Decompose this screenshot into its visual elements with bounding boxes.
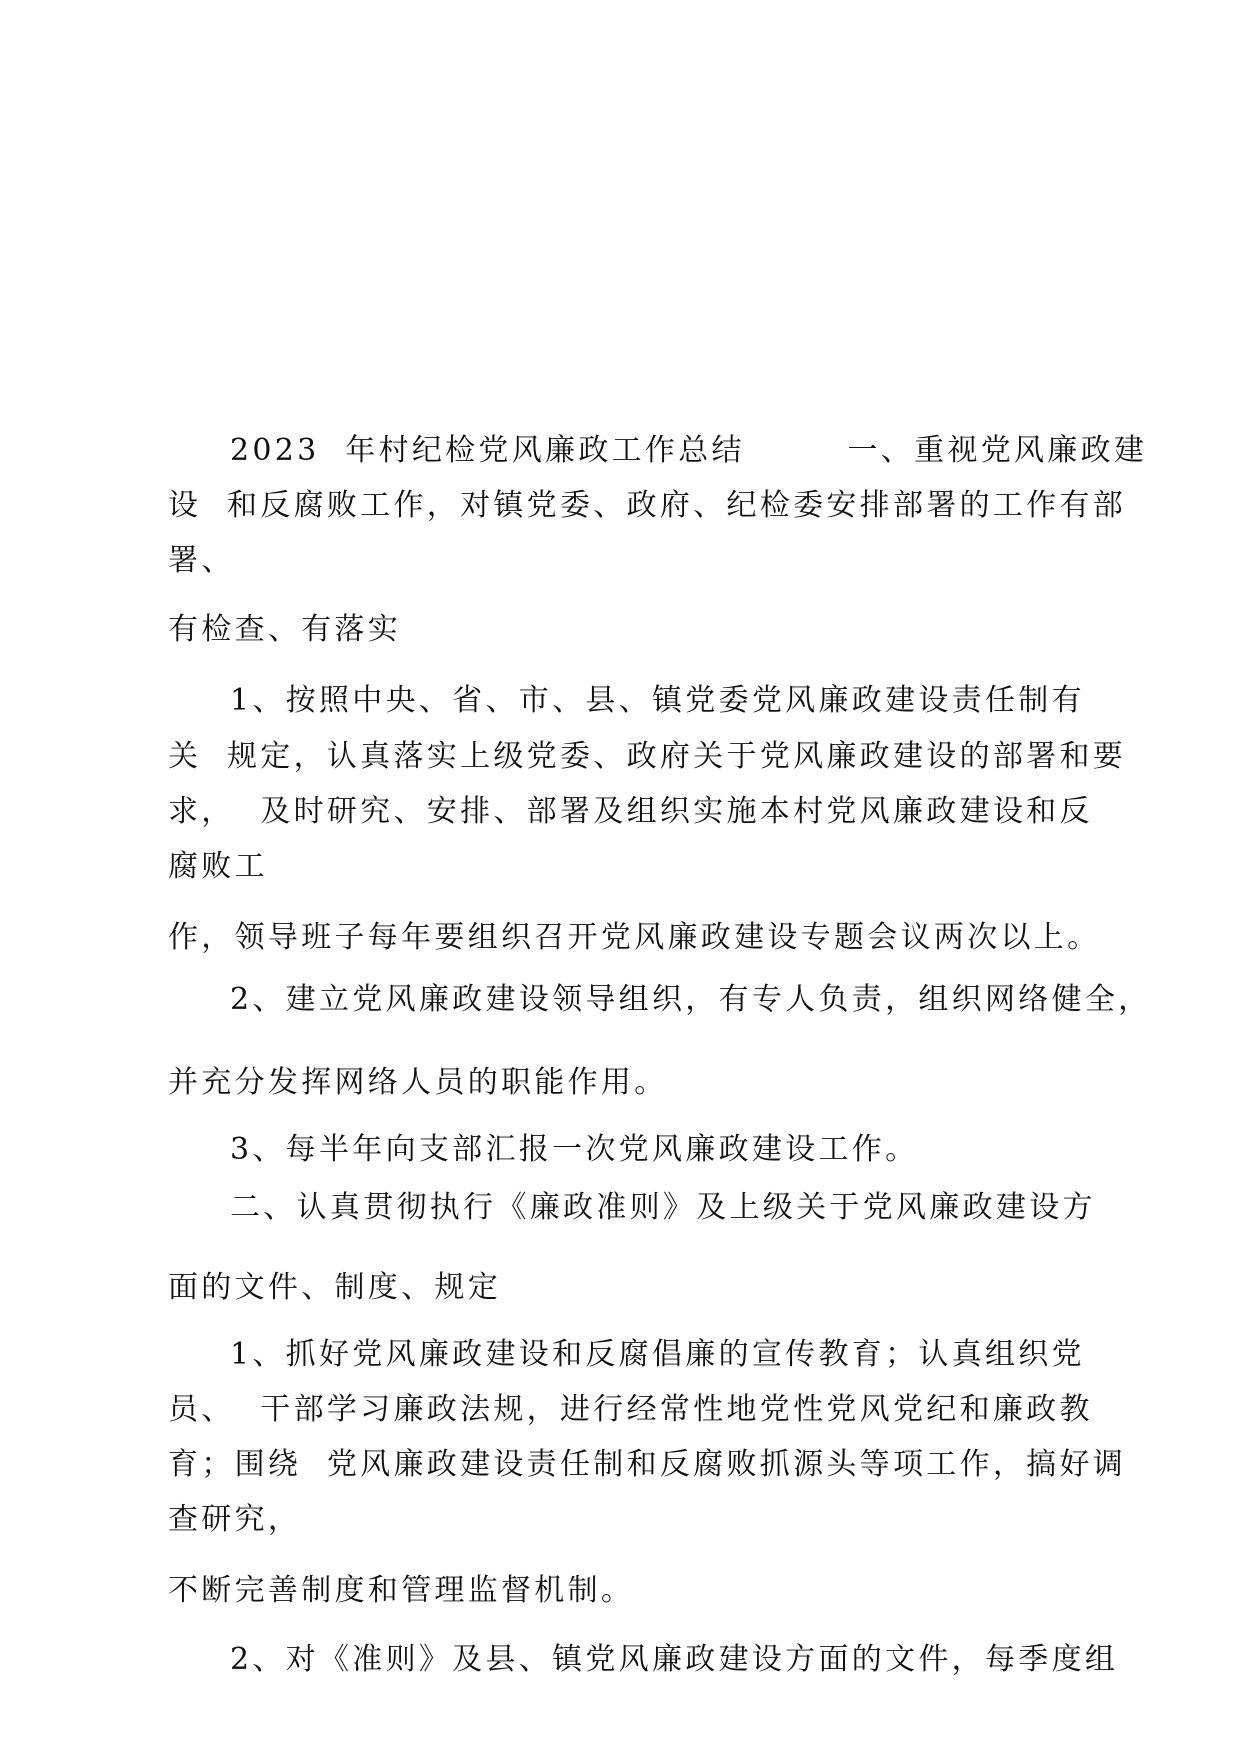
section-heading-line: 二、认真贯彻执行《廉政准则》及上级关于党风廉政建设方 — [230, 1190, 1096, 1225]
text-line: 署、 — [168, 543, 235, 578]
text-line: 1、按照中央、省、市、县、镇党委党风廉政建设责任制有 — [230, 683, 1085, 718]
section-heading-line: 有检查、有落实 — [168, 612, 402, 647]
text-line: 1、抓好党风廉政建设和反腐倡廉的宣传教育；认真组织党 — [230, 1337, 1085, 1372]
text-line: 2、对《准则》及县、镇党风廉政建设方面的文件，每季度组 — [230, 1642, 1119, 1677]
text-line: 作，领导班子每年要组织召开党风廉政建设专题会议两次以上。 — [168, 920, 1101, 955]
text-line: 腐败工 — [168, 849, 268, 884]
text-line: 求， 及时研究、安排、部署及组织实施本村党风廉政建设和反 — [168, 794, 1093, 829]
text-line: 不断完善制度和管理监督机制。 — [168, 1573, 635, 1608]
text-line: 关 规定，认真落实上级党委、政府关于党风廉政建设的部署和要 — [168, 739, 1127, 774]
text-line: 员、 干部学习廉政法规，进行经常性地党性党风党纪和廉政教 — [168, 1392, 1093, 1427]
text-line: 设 和反腐败工作，对镇党委、政府、纪检委安排部署的工作有部 — [168, 488, 1127, 523]
text-line: 并充分发挥网络人员的职能作用。 — [168, 1065, 668, 1100]
section-heading-line: 面的文件、制度、规定 — [168, 1270, 501, 1305]
text-line: 育；围绕 党风廉政建设责任制和反腐败抓源头等项工作，搞好调 — [168, 1447, 1127, 1482]
text-line: 2、建立党风廉政建设领导组织，有专人负责，组织网络健全， — [230, 982, 1152, 1017]
text-line: 查研究， — [168, 1502, 302, 1537]
title-line: 2023 年村纪检党风廉政工作总结 一、重视党风廉政建 — [230, 433, 1148, 468]
text-line: 3、每半年向支部汇报一次党风廉政建设工作。 — [230, 1132, 919, 1167]
